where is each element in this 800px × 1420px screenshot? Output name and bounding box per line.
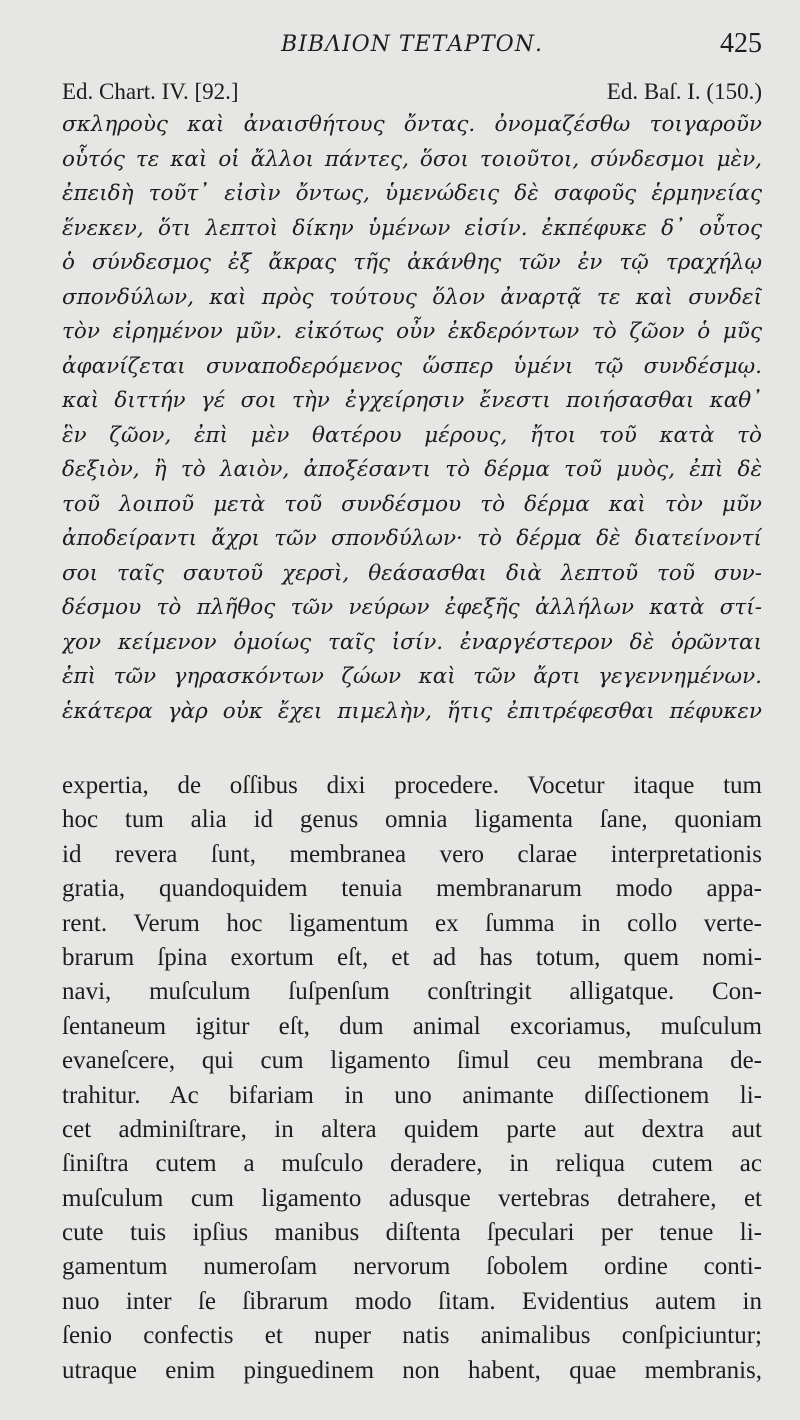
- latin-line: utraque enim pinguedinem non habent, quae membranis,: [62, 1356, 762, 1384]
- greek-line: τὸν εἰρημένον μῦν. εἰκότως οὖν ἐκδερόντων τὸ ζῶον ὁ μῦς: [62, 319, 762, 344]
- edition-left: Ed. Chart. IV. [92.]: [62, 79, 239, 104]
- greek-line: ὁ σύνδεσμος ἐξ ἄκρας τῆς ἀκάνθης τῶν ἐν τῷ τραχήλῳ: [62, 250, 762, 275]
- greek-line: σπονδύλων, καὶ πρὸς τούτους ὅλον ἀναρτᾷ τε καὶ συνδεῖ: [62, 284, 762, 310]
- latin-line: expertia, de oſſibus dixi procedere. Vocetur itaque tum: [62, 772, 762, 799]
- latin-line: ſentaneum igitur eſt, dum animal excoriamus, muſculum: [62, 1012, 762, 1040]
- latin-line: navi, muſculum ſuſpenſum conſtringit alligatque. Con-: [62, 978, 762, 1006]
- greek-line: οὗτός τε καὶ οἱ ἄλλοι πάντες, ὅσοι τοιοῦτοι, σύνδεσμοι μὲν,: [62, 146, 762, 172]
- latin-line: ſenio confectis et nuper natis animalibus conſpiciuntur;: [62, 1322, 762, 1350]
- greek-line: ἐπὶ τῶν γηρασκόντων ζώων καὶ τῶν ἄρτι γεγεννημένων.: [62, 664, 762, 689]
- greek-line: σκληροὺς καὶ ἀναισθήτους ὄντας. ὀνομαζέσθω τοιγαροῦν: [62, 112, 762, 137]
- latin-line: nuo inter ſe ſibrarum modo ſitam. Evidentius autem in: [62, 1287, 762, 1315]
- greek-line: χον κείμενον ὁμοίως ταῖς ἰσίν. ἐναργέστερον δὲ ὁρῶνται: [62, 629, 762, 655]
- greek-line: σοι ταῖς σαυτοῦ χερσὶ, θεάσασθαι διὰ λεπτοῦ τοῦ συν-: [62, 560, 762, 586]
- latin-line: hoc tum alia id genus omnia ligamenta ſane, quoniam: [62, 806, 762, 834]
- greek-line: τοῦ λοιποῦ μετὰ τοῦ συνδέσμου τὸ δέρμα καὶ τὸν μῦν: [62, 491, 762, 517]
- latin-line: muſculum cum ligamento adusque vertebras detrahere, et: [62, 1184, 762, 1212]
- greek-line: δέσμου τὸ πλῆθος τῶν νεύρων ἐφεξῆς ἀλλήλων κατὰ στί-: [62, 595, 762, 620]
- greek-line: ἓν ζῶον, ἐπὶ μὲν θατέρου μέρους, ἤτοι τοῦ κατὰ τὸ: [62, 422, 762, 448]
- edition-references: [62, 76, 762, 108]
- edition-right: Ed. Baſ. I. (150.): [606, 79, 762, 104]
- greek-line: ἑκάτερα γὰρ οὐκ ἔχει πιμελὴν, ἥτις ἐπιτρέφεσθαι πέφυκεν: [62, 698, 762, 724]
- section-gap: [62, 729, 762, 769]
- latin-line: rent. Verum hoc ligamentum ex ſumma in collo verte-: [62, 909, 762, 937]
- greek-line: ἀποδείραντι ἄχρι τῶν σπονδύλων· τὸ δέρμα δὲ διατείνοντί: [62, 526, 762, 551]
- latin-line: gratia, quandoquidem tenuia membranarum modo appa-: [62, 875, 762, 903]
- running-title: ΒΙΒΛΙΟΝ ΤΕΤΑΡΤΟΝ.: [281, 32, 543, 57]
- latin-line: ſiniſtra cutem a muſculo deradere, in reliqua cutem ac: [62, 1150, 762, 1178]
- greek-line: ἕνεκεν, ὅτι λεπτοὶ δίκην ὑμένων εἰσίν. ἐκπέφυκε δ᾽ οὗτος: [62, 215, 762, 241]
- page-number: 425: [720, 28, 762, 59]
- greek-line: δεξιὸν, ἢ τὸ λαιὸν, ἀποξέσαντι τὸ δέρμα τοῦ μυὸς, ἐπὶ δὲ: [62, 457, 762, 482]
- latin-line: trahitur. Ac bifariam in uno animante diſſectionem li-: [62, 1081, 762, 1109]
- greek-line: ἀφανίζεται συναποδερόμενος ὥσπερ ὑμένι τῷ συνδέσμῳ.: [62, 353, 762, 379]
- greek-line: καὶ διττήν γέ σοι τὴν ἐγχείρησιν ἔνεστι ποιήσασθαι καθ᾽: [62, 388, 762, 413]
- latin-line: evaneſcere, qui cum ligamento ſimul ceu membrana de-: [62, 1047, 762, 1075]
- latin-text-block: [62, 769, 762, 1388]
- latin-line: cet adminiſtrare, in altera quidem parte aut dextra aut: [62, 1115, 762, 1143]
- running-head: [62, 28, 762, 72]
- latin-line: brarum ſpina exortum eſt, et ad has totum, quem nomi-: [62, 943, 762, 971]
- latin-line: gamentum numeroſam nervorum ſobolem ordine conti-: [62, 1253, 762, 1281]
- greek-line: ἐπειδὴ τοῦτ᾽ εἰσὶν ὄντως, ὑμενώδεις δὲ σαφοῦς ἑρμηνείας: [62, 181, 762, 206]
- greek-text-block: [62, 108, 762, 729]
- latin-line: id revera ſunt, membranea vero clarae interpretationis: [62, 840, 762, 868]
- latin-line: cute tuis ipſius manibus diſtenta ſpeculari per tenue li-: [62, 1219, 762, 1247]
